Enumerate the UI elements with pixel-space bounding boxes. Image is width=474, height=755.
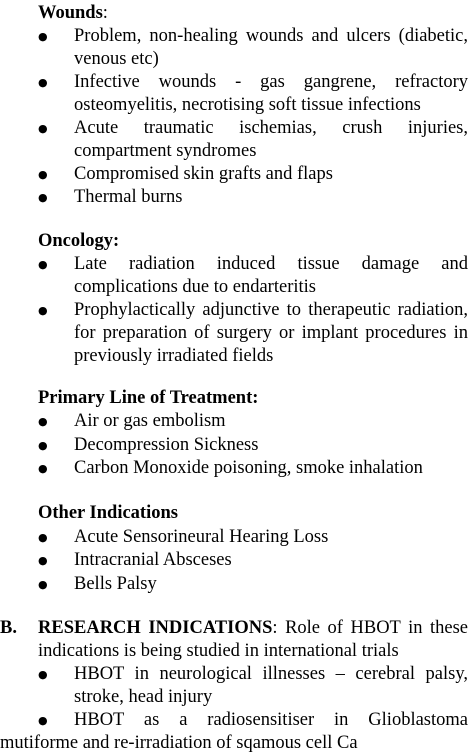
bullet-icon: ● xyxy=(38,578,48,591)
bullet-icon: ● xyxy=(38,439,48,452)
section-heading-other-indications: Other Indications xyxy=(38,503,178,523)
bullet-icon: ● xyxy=(38,76,48,89)
section-heading-wounds: Wounds: xyxy=(38,3,108,23)
bullet-icon: ● xyxy=(38,191,48,204)
section-heading-oncology: Oncology: xyxy=(38,231,120,251)
section-label: B. xyxy=(0,618,17,638)
bullet-icon: ● xyxy=(38,168,48,181)
bullet-icon: ● xyxy=(38,122,48,135)
bullet-icon: ● xyxy=(38,462,48,475)
bullet-icon: ● xyxy=(38,554,48,567)
research-title: RESEARCH INDICATIONS xyxy=(38,618,273,638)
bullet-icon: ● xyxy=(38,304,48,317)
document-page: Wounds: ● Problem, non-healing wounds and ulcers (diabetic, venous etc) ● Infective wounds - gas gangrene, refractory osteomyelitis, necrotising soft tissue infections ● Acute traumatic ischemias, crush injuries, compartment syndromes ● Compromised skin grafts and flaps ● Thermal burns Oncology: ● Late radiation induced tissue damage and complications due to endarteritis ● Prophylactically adjunctive to therapeutic radiation, for preparation of surgery or implant procedures in previously irradiated fields Primary Line of Treatment: ● Air or gas embolism ● Decompression Sickness ● Carbon Monoxide poisoning, smoke inhalation Other Indications ● Acute Sensorineural Hearing Loss ● Intracranial Absceses ● Bells Palsy B. RESEARCH INDICATIONS: Role of HBOT in these indications is being studied in international trials ● HBOT in neurological illnesses – cerebral palsy, stroke, head injury ● HBOT as a radiosensitiser in Glioblastoma mutiforme and re-irradiation of sqamous cell Ca xyxy=(0,3,469,753)
section-heading-primary-treatment: Primary Line of Treatment: xyxy=(38,388,259,408)
bullet-icon: ● xyxy=(38,714,48,727)
bullet-icon: ● xyxy=(38,30,48,43)
research-intro: : Role of HBOT in these indications is being studied in international trials xyxy=(38,618,469,661)
bullet-icon: ● xyxy=(38,415,48,428)
bullet-icon: ● xyxy=(38,668,48,681)
bullet-icon: ● xyxy=(38,531,48,544)
bullet-icon: ● xyxy=(38,258,48,271)
